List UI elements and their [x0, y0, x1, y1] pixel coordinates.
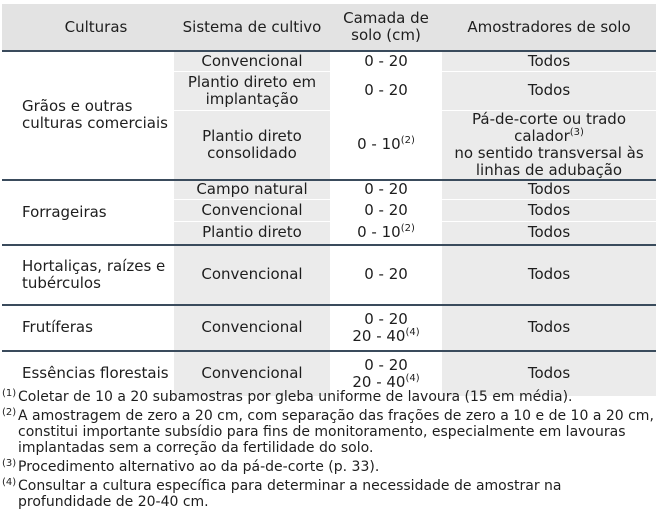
table-row — [2, 180, 656, 200]
table-row — [2, 51, 656, 71]
depth-value: 0 - 20 — [364, 309, 408, 328]
sampler-cell — [442, 222, 656, 245]
footnote-text: Procedimento alternativo ao da pá-de-corte (p. 33). — [18, 459, 380, 475]
culture-cell: Frutíferas — [2, 305, 174, 351]
culture-cell: Forrageiras — [2, 180, 174, 245]
depth-value: 0 - 20 — [364, 81, 408, 99]
depth-value-2: 20 - 40 — [352, 372, 406, 391]
footnote — [2, 408, 656, 456]
footnote-text: Consultar a cultura específica para determinar a necessidade de amostrar na profundidade de 20-40 cm. — [18, 478, 562, 510]
depth-footnote-ref: (2) — [400, 135, 415, 146]
system-cell: Plantio direto consolidado — [174, 110, 330, 180]
sampler-value: Pá-de-corte ou trado calador — [472, 109, 626, 145]
table-row — [2, 305, 656, 351]
header-cell: Camada de solo (cm) — [330, 4, 442, 51]
culture-cell: Hortaliças, raízes e tubérculos — [2, 245, 174, 305]
depth-cell — [330, 110, 442, 180]
header-row — [2, 4, 656, 51]
table-row — [2, 245, 656, 305]
footnote — [2, 478, 656, 510]
depth-value: 0 - 10 — [357, 223, 401, 242]
depth-footnote-ref-2: (4) — [405, 372, 420, 384]
depth-cell — [330, 245, 442, 305]
header-cell: Culturas — [2, 4, 174, 51]
sampler-value: Todos — [527, 201, 571, 219]
footnote-marker: (3) — [2, 458, 17, 469]
sampler-value: Todos — [527, 180, 571, 199]
footnotes — [2, 389, 656, 513]
system-cell: Convencional — [174, 245, 330, 305]
sampler-cell — [442, 305, 656, 351]
system-cell: Convencional — [174, 51, 330, 71]
footnote-marker: (2) — [2, 407, 17, 418]
depth-value: 0 - 10 — [357, 135, 401, 153]
sampler-value: Todos — [527, 318, 571, 336]
depth-value: 0 - 20 — [364, 265, 408, 283]
depth-footnote-ref: (2) — [400, 223, 415, 235]
depth-cell — [330, 222, 442, 245]
depth-value-2: 20 - 40 — [352, 326, 406, 345]
depth-value: 0 - 20 — [364, 180, 408, 199]
sampler-cell — [442, 180, 656, 200]
system-cell: Convencional — [174, 200, 330, 222]
sampler-cell — [442, 51, 656, 71]
footnote-marker: (1) — [2, 388, 17, 399]
depth-cell — [330, 180, 442, 200]
sampler-value: Todos — [527, 223, 571, 242]
culture-cell: Grãos e outras culturas comerciais — [2, 51, 174, 180]
sampler-cell — [442, 245, 656, 305]
sampler-value: Todos — [527, 364, 571, 382]
system-cell: Convencional — [174, 305, 330, 351]
footnote-text: Coletar de 10 a 20 subamostras por gleba uniforme de lavoura (15 em média). — [18, 389, 573, 405]
sampler-value: Todos — [527, 81, 571, 99]
footnote — [2, 389, 656, 405]
sampler-cell — [442, 200, 656, 222]
depth-value: 0 - 20 — [364, 51, 408, 70]
depth-value: 0 - 20 — [364, 355, 408, 374]
system-cell: Plantio direto — [174, 222, 330, 245]
sampler-detail: no sentido transversal às linhas de adubação — [454, 143, 644, 179]
sampler-footnote-ref: (3) — [569, 126, 584, 138]
system-cell: Plantio direto em implantação — [174, 71, 330, 110]
system-cell: Campo natural — [174, 180, 330, 200]
header-cell: Sistema de cultivo — [174, 4, 330, 51]
sampler-cell — [442, 110, 656, 180]
depth-cell — [330, 71, 442, 110]
header-cell: Amostradores de solo — [442, 4, 656, 51]
table-body — [2, 51, 656, 396]
system-cell: Convencional — [174, 351, 330, 396]
depth-cell — [330, 51, 442, 71]
footnote-marker: (4) — [2, 477, 17, 488]
sampler-value: Todos — [527, 265, 571, 283]
sampler-value: Todos — [527, 51, 571, 70]
depth-footnote-ref-2: (4) — [405, 326, 420, 338]
footnote — [2, 459, 656, 475]
depth-value: 0 - 20 — [364, 201, 408, 219]
depth-cell — [330, 305, 442, 351]
culture-cell: Essências florestais — [2, 351, 174, 396]
depth-cell — [330, 200, 442, 222]
soil-sampling-table — [2, 4, 656, 396]
sampler-cell — [442, 71, 656, 110]
footnote-text: A amostragem de zero a 20 cm, com separação das frações de zero a 10 e de 10 a 20 cm, constitui importante subsídio para fins de monitoramento, especialmente em lavouras implantadas sem a correção da fertilidade do solo. — [18, 408, 654, 456]
